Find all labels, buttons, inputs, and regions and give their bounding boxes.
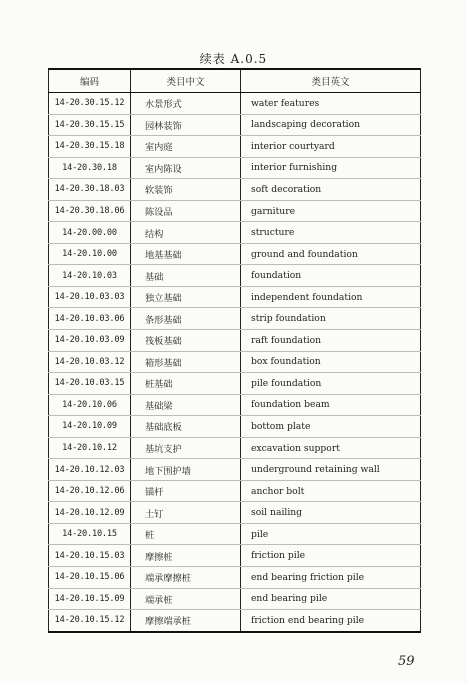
- chinese-name-cell: 基础底板: [131, 416, 241, 438]
- english-name-cell: raft foundation: [241, 330, 421, 352]
- chinese-name-cell: 锚杆: [131, 480, 241, 502]
- english-name-cell: box foundation: [241, 351, 421, 373]
- header-chinese-name: 类目中文: [131, 69, 241, 93]
- english-name-cell: interior furnishing: [241, 157, 421, 179]
- code-cell: 14-20.10.03: [49, 265, 131, 287]
- header-code: 编码: [49, 69, 131, 93]
- table-row: [49, 330, 421, 352]
- english-name-cell: foundation: [241, 265, 421, 287]
- chinese-name-cell: 端承摩擦桩: [131, 567, 241, 589]
- code-cell: 14-20.10.12: [49, 437, 131, 459]
- table-caption: 续表 A.0.5: [199, 52, 268, 66]
- english-name-cell: landscaping decoration: [241, 114, 421, 136]
- table-row: [49, 351, 421, 373]
- table-header-row: [49, 69, 421, 93]
- table-row: [49, 437, 421, 459]
- table-row: [49, 480, 421, 502]
- table-row: [49, 502, 421, 524]
- table-row: [49, 179, 421, 201]
- code-cell: 14-20.10.15.09: [49, 588, 131, 610]
- code-cell: 14-20.10.15.12: [49, 610, 131, 632]
- english-name-cell: anchor bolt: [241, 480, 421, 502]
- chinese-name-cell: 摩擦端承桩: [131, 610, 241, 632]
- chinese-name-cell: 地下围护墙: [131, 459, 241, 481]
- code-cell: 14-20.30.15.18: [49, 136, 131, 158]
- table-row: [49, 610, 421, 632]
- english-name-cell: ground and foundation: [241, 243, 421, 265]
- english-name-cell: bottom plate: [241, 416, 421, 438]
- english-name-cell: end bearing friction pile: [241, 567, 421, 589]
- chinese-name-cell: 地基基础: [131, 243, 241, 265]
- code-cell: 14-20.10.15.03: [49, 545, 131, 567]
- table-row: [49, 308, 421, 330]
- english-name-cell: independent foundation: [241, 286, 421, 308]
- code-cell: 14-20.00.00: [49, 222, 131, 244]
- chinese-name-cell: 水景形式: [131, 93, 241, 115]
- code-cell: 14-20.10.03.09: [49, 330, 131, 352]
- chinese-name-cell: 端承桩: [131, 588, 241, 610]
- code-cell: 14-20.30.18.03: [49, 179, 131, 201]
- english-name-cell: soft decoration: [241, 179, 421, 201]
- table-row: [49, 222, 421, 244]
- table-row: [49, 416, 421, 438]
- table-row: [49, 286, 421, 308]
- english-name-cell: pile: [241, 523, 421, 545]
- table-row: [49, 157, 421, 179]
- code-cell: 14-20.30.18.06: [49, 200, 131, 222]
- chinese-name-cell: 园林装饰: [131, 114, 241, 136]
- english-name-cell: soil nailing: [241, 502, 421, 524]
- page-number: 59: [398, 654, 415, 669]
- code-cell: 14-20.10.15: [49, 523, 131, 545]
- code-cell: 14-20.10.03.15: [49, 373, 131, 395]
- code-cell: 14-20.10.12.03: [49, 459, 131, 481]
- english-name-cell: end bearing pile: [241, 588, 421, 610]
- table-row: [49, 523, 421, 545]
- english-name-cell: strip foundation: [241, 308, 421, 330]
- table-row: [49, 588, 421, 610]
- chinese-name-cell: 基础梁: [131, 394, 241, 416]
- code-cell: 14-20.10.03.06: [49, 308, 131, 330]
- table-row: [49, 265, 421, 287]
- chinese-name-cell: 条形基础: [131, 308, 241, 330]
- english-name-cell: structure: [241, 222, 421, 244]
- english-name-cell: excavation support: [241, 437, 421, 459]
- english-name-cell: garniture: [241, 200, 421, 222]
- table-row: [49, 545, 421, 567]
- header-english-name: 类目英文: [241, 69, 421, 93]
- code-cell: 14-20.10.15.06: [49, 567, 131, 589]
- code-cell: 14-20.10.06: [49, 394, 131, 416]
- english-name-cell: interior courtyard: [241, 136, 421, 158]
- chinese-name-cell: 陈设品: [131, 200, 241, 222]
- code-cell: 14-20.10.00: [49, 243, 131, 265]
- chinese-name-cell: 结构: [131, 222, 241, 244]
- classification-table: [48, 68, 421, 633]
- chinese-name-cell: 基础: [131, 265, 241, 287]
- chinese-name-cell: 独立基础: [131, 286, 241, 308]
- code-cell: 14-20.30.15.15: [49, 114, 131, 136]
- table-row: [49, 567, 421, 589]
- code-cell: 14-20.10.03.03: [49, 286, 131, 308]
- table-row: [49, 373, 421, 395]
- chinese-name-cell: 软装饰: [131, 179, 241, 201]
- table-row: [49, 136, 421, 158]
- chinese-name-cell: 基坑支护: [131, 437, 241, 459]
- table-row: [49, 394, 421, 416]
- table-row: [49, 114, 421, 136]
- code-cell: 14-20.30.18: [49, 157, 131, 179]
- chinese-name-cell: 土钉: [131, 502, 241, 524]
- chinese-name-cell: 筏板基础: [131, 330, 241, 352]
- english-name-cell: water features: [241, 93, 421, 115]
- chinese-name-cell: 桩: [131, 523, 241, 545]
- chinese-name-cell: 摩擦桩: [131, 545, 241, 567]
- table-row: [49, 459, 421, 481]
- table-row: [49, 200, 421, 222]
- code-cell: 14-20.10.12.09: [49, 502, 131, 524]
- table-row: [49, 93, 421, 115]
- table-row: [49, 243, 421, 265]
- chinese-name-cell: 桩基础: [131, 373, 241, 395]
- english-name-cell: foundation beam: [241, 394, 421, 416]
- chinese-name-cell: 室内陈设: [131, 157, 241, 179]
- chinese-name-cell: 室内庭: [131, 136, 241, 158]
- code-cell: 14-20.10.12.06: [49, 480, 131, 502]
- chinese-name-cell: 箱形基础: [131, 351, 241, 373]
- english-name-cell: friction end bearing pile: [241, 610, 421, 632]
- english-name-cell: underground retaining wall: [241, 459, 421, 481]
- code-cell: 14-20.10.03.12: [49, 351, 131, 373]
- english-name-cell: friction pile: [241, 545, 421, 567]
- code-cell: 14-20.10.09: [49, 416, 131, 438]
- code-cell: 14-20.30.15.12: [49, 93, 131, 115]
- english-name-cell: pile foundation: [241, 373, 421, 395]
